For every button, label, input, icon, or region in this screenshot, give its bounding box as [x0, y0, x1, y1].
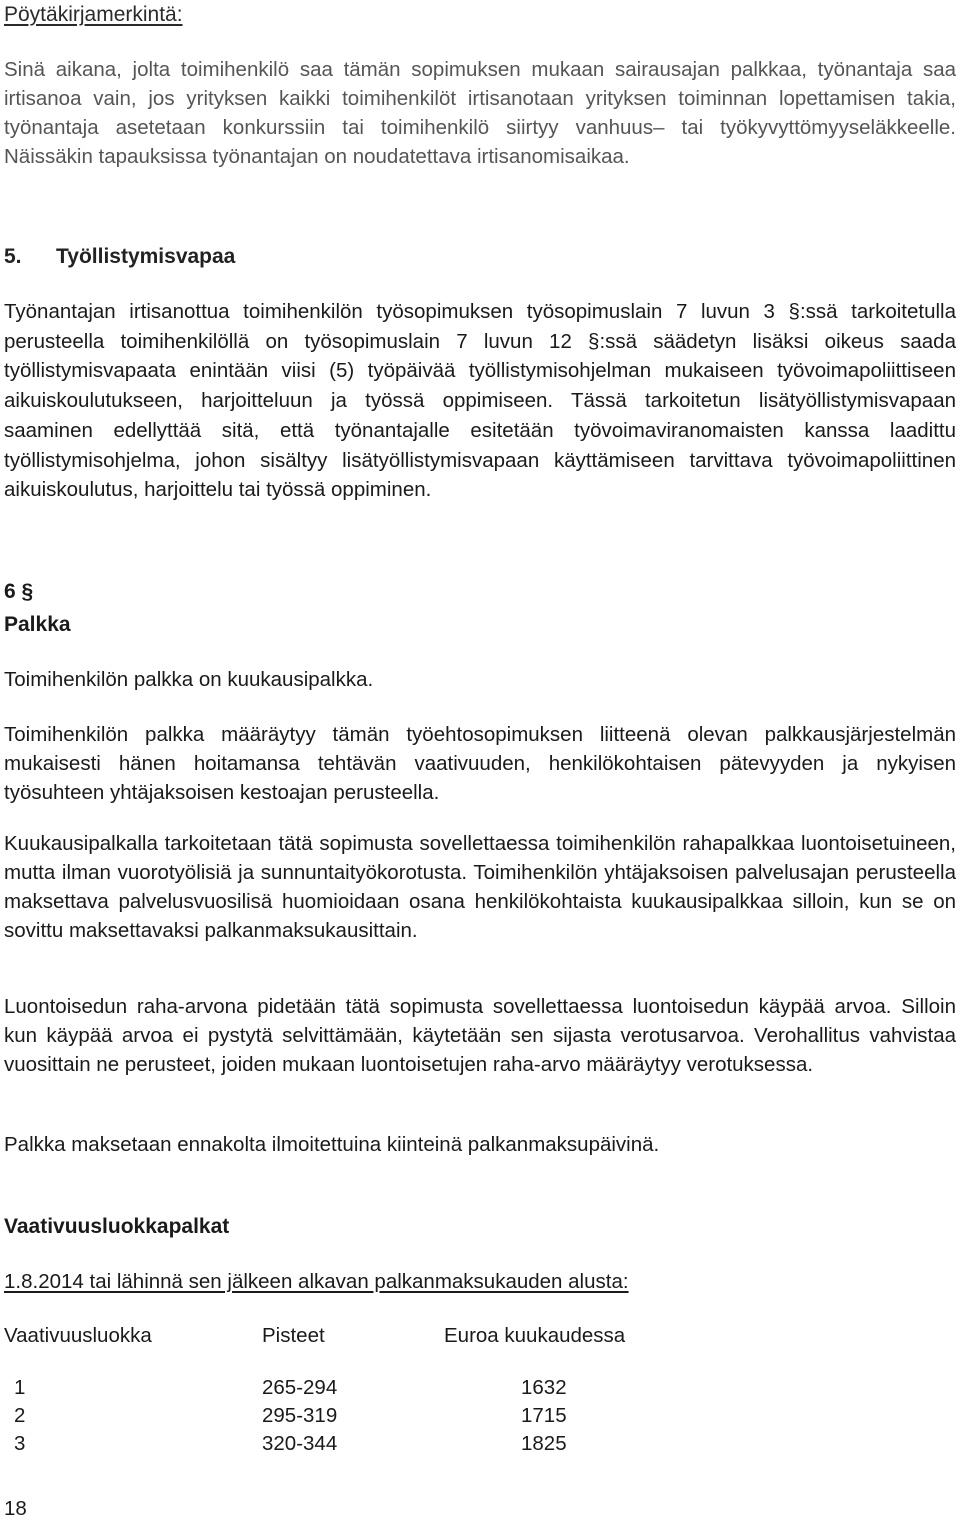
column-header-class: Vaativuusluokka: [4, 1324, 152, 1347]
salary-paragraph-5: Palkka maksetaan ennakolta ilmoitettuina kiinteinä palkanmaksupäivinä.: [4, 1133, 660, 1156]
pay-scale-table: [4, 1322, 704, 1458]
paragraph-6-number: 6 §: [4, 580, 34, 603]
table-row: [4, 1402, 704, 1430]
note-paragraph: Sinä aikana, jolta toimihenkilö saa tämän sopimuksen mukaan sairausajan palkkaa, työnantaja saa irtisanoa vain, jos yrityksen kaikki toimihenkilöt irtisanotaan yrityksen toiminnan lopettamisen takia, työnantaja asetetaan konkurssiin tai toimihenkilö siirtyy vanhuus– tai työkyvyttömyyseläkkeelle. Näissäkin tapauksissa työnantajan on noudatettava irtisanomisaikaa.: [4, 58, 956, 168]
salary-paragraph-4: Luontoisedun raha-arvona pidetään tätä sopimusta sovellettaessa luontoisedun käypää arvoa. Silloin kun käypää arvoa ei pystytä selvittämään, käytetään sen sijasta verotusarvoa. Verohallitus vahvistaa vuosittain ne perusteet, joiden mukaan luontoisetujen raha-arvo määräytyy verotuksessa.: [4, 995, 956, 1076]
euros-cell: 1825: [521, 1432, 567, 1455]
table-header-row: [4, 1322, 704, 1350]
section-5-number: 5.: [4, 245, 22, 268]
table-row: [4, 1430, 704, 1458]
class-cell: 3: [14, 1432, 26, 1455]
class-cell: 2: [14, 1404, 26, 1427]
pay-scale-heading: Vaativuusluokkapalkat: [4, 1215, 230, 1238]
points-cell: 320-344: [262, 1432, 338, 1455]
paragraph-6-title: Palkka: [4, 613, 71, 636]
points-cell: 265-294: [262, 1376, 338, 1399]
section-5-title: Työllistymisvapaa: [56, 245, 236, 268]
page-number: 18: [4, 1497, 27, 1520]
section-5-paragraph: Työnantajan irtisanottua toimihenkilön työsopimuksen työsopimuslain 7 luvun 3 §:ssä tarkoitetulla perusteella toimihenkilöllä on työsopimuslain 7 luvun 12 §:ssä säädetyn lisäksi oikeus saada työllistymisvapaata enintään viisi (5) työpäivää työllistymisohjelman mukaiseen työvoimapoliittiseen aikuiskoulutukseen, harjoitteluun ja työssä oppimiseen. Tässä tarkoitetun lisätyöllistymisvapaan saaminen edellyttää sitä, että työnantajalle esitetään työvoimaviranomaisten kanssa laadittu työllistymisohjelma, johon sisältyy lisätyöllistymisvapaan käyttämiseen tarvittava työvoimapoliittinen aikuiskoulutus, harjoittelu tai työssä oppiminen.: [4, 300, 956, 502]
class-cell: 1: [14, 1376, 26, 1399]
euros-cell: 1632: [521, 1376, 567, 1399]
salary-paragraph-2: Toimihenkilön palkka määräytyy tämän työehtosopimuksen liitteenä olevan palkkausjärjestelmän mukaisesti hänen hoitamansa tehtävän vaativuuden, henkilökohtaisen pätevyyden ja nykyisen työsuhteen yhtäjaksoisen kestoajan perusteella.: [4, 723, 956, 804]
column-header-euros: Euroa kuukaudessa: [444, 1324, 626, 1347]
salary-paragraph-1: Toimihenkilön palkka on kuukausipalkka.: [4, 668, 374, 691]
euros-cell: 1715: [521, 1404, 567, 1427]
section-5-heading: [4, 243, 235, 271]
salary-paragraph-3: Kuukausipalkalla tarkoitetaan tätä sopimusta sovellettaessa toimihenkilön rahapalkkaa luontoisetuineen, mutta ilman vuorotyölisiä ja sunnuntaityökorotusta. Toimihenkilön yhtäjaksoisen palvelusajan perusteella maksettava palvelusvuosilisä huomioidaan osana henkilökohtaista kuukausipalkkaa silloin, kun se on sovittu maksettavaksi palkanmaksukausittain.: [4, 832, 956, 942]
table-row: [4, 1374, 704, 1402]
table-spacer: [4, 1350, 704, 1374]
points-cell: 295-319: [262, 1404, 338, 1427]
note-heading: Pöytäkirjamerkintä:: [4, 3, 183, 26]
pay-scale-valid-from: 1.8.2014 tai lähinnä sen jälkeen alkavan palkanmaksukauden alusta:: [4, 1270, 629, 1293]
column-header-points: Pisteet: [262, 1324, 325, 1347]
